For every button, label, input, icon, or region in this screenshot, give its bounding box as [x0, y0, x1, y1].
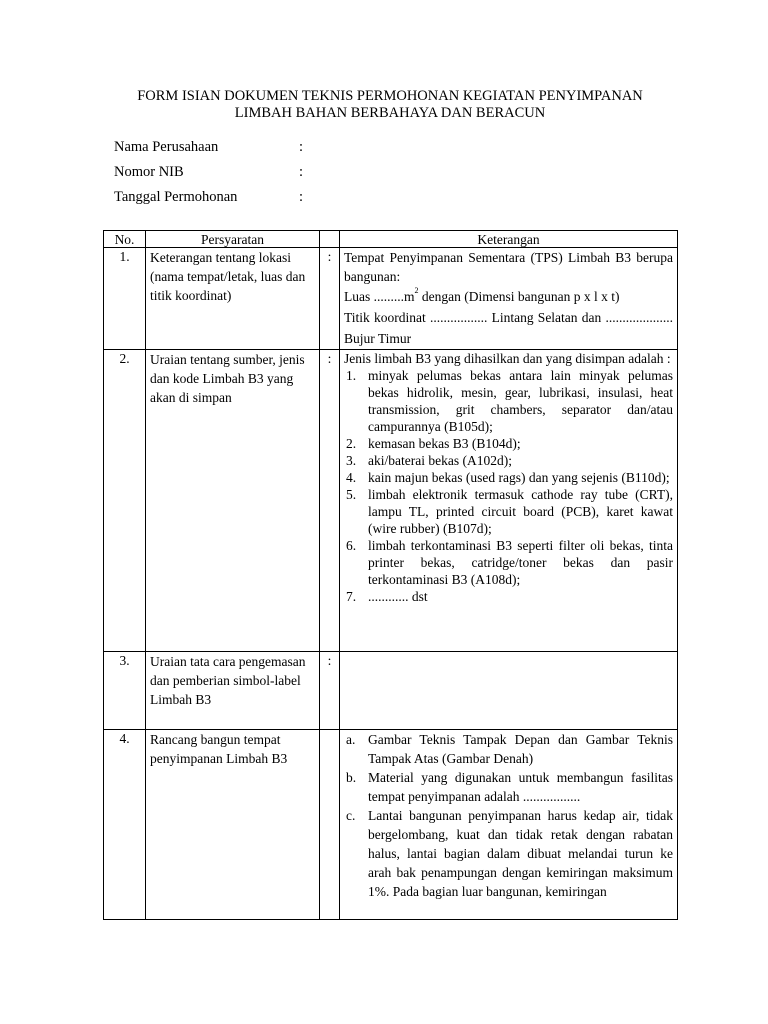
- area-suffix: dengan (Dimensi bangunan p x l x t): [418, 289, 620, 304]
- row-description: [340, 248, 678, 350]
- field-label: Tanggal Permohonan: [114, 189, 238, 205]
- coordinate-text: Titik koordinat ................. Lintang Selatan dan .................... Bujur Timur: [344, 310, 673, 346]
- list-item-text: ............ dst: [368, 589, 428, 604]
- list-item: [344, 435, 673, 452]
- row-separator: :: [320, 350, 340, 652]
- list-item-letter: c.: [346, 808, 356, 823]
- list-item: [344, 469, 673, 486]
- building-design-list: [344, 730, 673, 901]
- list-item: [344, 486, 673, 537]
- title-line-1: FORM ISIAN DOKUMEN TEKNIS PERMOHONAN KEGIATAN PENYIMPANAN: [137, 88, 643, 104]
- list-item-number: 7.: [346, 589, 357, 604]
- list-item-text: kemasan bekas B3 (B104d);: [368, 436, 521, 451]
- list-item-number: 4.: [346, 470, 357, 485]
- document-title: [100, 88, 680, 122]
- row-number: 4.: [104, 730, 146, 920]
- list-item-number: 3.: [346, 453, 357, 468]
- area-superscript: 2: [414, 286, 419, 295]
- list-item: [344, 730, 673, 768]
- list-item: [344, 768, 673, 806]
- row-requirement: Keterangan tentang lokasi (nama tempat/letak, luas dan titik koordinat): [146, 248, 320, 350]
- header-description: Keterangan: [340, 231, 678, 248]
- waste-type-list: [344, 367, 673, 605]
- list-item-number: 6.: [346, 538, 357, 553]
- title-line-2: LIMBAH BAHAN BERBAHAYA DAN BERACUN: [234, 105, 546, 121]
- list-item: [344, 588, 673, 605]
- field-label: Nomor NIB: [114, 164, 184, 180]
- list-item: [344, 367, 673, 435]
- field-separator: :: [299, 189, 304, 205]
- waste-list-intro: Jenis limbah B3 yang dihasilkan dan yang disimpan adalah :: [344, 351, 671, 366]
- list-item-text: minyak pelumas bekas antara lain minyak pelumas bekas hidrolik, mesin, gear, lubrikasi, insulasi, heat transmission, grit chambers, separator dan/atau campurannya (B105d);: [368, 368, 673, 434]
- list-item-text: Lantai bangunan penyimpanan harus kedap air, tidak bergelombang, kuat dan tidak retak dengan rabatan halus, lantai bagian dalam dibuat melandai turun ke arah bak penampungan dengan kemiringan maksimum 1%. Pada bagian luar bangunan, kemiringan: [368, 808, 673, 899]
- area-prefix: Luas .........m: [344, 289, 415, 304]
- row-separator: [320, 730, 340, 920]
- field-separator: :: [299, 164, 304, 180]
- header-requirement: Persyaratan: [146, 231, 320, 248]
- list-item-number: 2.: [346, 436, 357, 451]
- list-item-text: kain majun bekas (used rags) dan yang sejenis (B110d);: [368, 470, 670, 485]
- row-number: 3.: [104, 652, 146, 730]
- row-description: [340, 652, 678, 730]
- field-company-name: [114, 139, 303, 156]
- list-item-number: 5.: [346, 487, 357, 502]
- list-item-number: 1.: [346, 368, 357, 383]
- row-requirement: Rancang bangun tempat penyimpanan Limbah B3: [146, 730, 320, 920]
- table-row: [104, 730, 678, 920]
- row-separator: :: [320, 248, 340, 350]
- row-description: [340, 730, 678, 920]
- row-requirement: Uraian tentang sumber, jenis dan kode Limbah B3 yang akan di simpan: [146, 350, 320, 652]
- list-item: [344, 806, 673, 901]
- list-item-text: limbah elektronik termasuk cathode ray tube (CRT), lampu TL, printed circuit board (PCB), karet kawat (wire rubber) (B107d);: [368, 487, 673, 536]
- table-row: [104, 652, 678, 730]
- list-item-letter: a.: [346, 732, 356, 747]
- header-separator: [320, 231, 340, 248]
- row-separator: :: [320, 652, 340, 730]
- requirements-table: [103, 230, 678, 920]
- table-row: [104, 248, 678, 350]
- row-description: [340, 350, 678, 652]
- header-no: No.: [104, 231, 146, 248]
- field-nib-number: [114, 164, 303, 181]
- row-requirement: Uraian tata cara pengemasan dan pemberian simbol-label Limbah B3: [146, 652, 320, 730]
- table-row: [104, 350, 678, 652]
- list-item-text: Material yang digunakan untuk membangun fasilitas tempat penyimpanan adalah .................: [368, 770, 673, 804]
- list-item-text: aki/baterai bekas (A102d);: [368, 453, 512, 468]
- field-label: Nama Perusahaan: [114, 139, 219, 155]
- list-item-text: Gambar Teknis Tampak Depan dan Gambar Teknis Tampak Atas (Gambar Denah): [368, 732, 673, 766]
- field-separator: :: [299, 139, 304, 155]
- row-number: 1.: [104, 248, 146, 350]
- list-item: [344, 537, 673, 588]
- tps-building-text: Tempat Penyimpanan Sementara (TPS) Limbah B3 berupa bangunan:: [344, 250, 673, 284]
- list-item-text: limbah terkontaminasi B3 seperti filter oli bekas, tinta printer bekas, catridge/toner bekas dan pasir terkontaminasi B3 (A108d);: [368, 538, 673, 587]
- table-header-row: [104, 231, 678, 248]
- list-item-letter: b.: [346, 770, 357, 785]
- area-line: [344, 286, 673, 307]
- list-item: [344, 452, 673, 469]
- row-number: 2.: [104, 350, 146, 652]
- field-application-date: [114, 189, 303, 206]
- building-design-clip: [344, 730, 673, 919]
